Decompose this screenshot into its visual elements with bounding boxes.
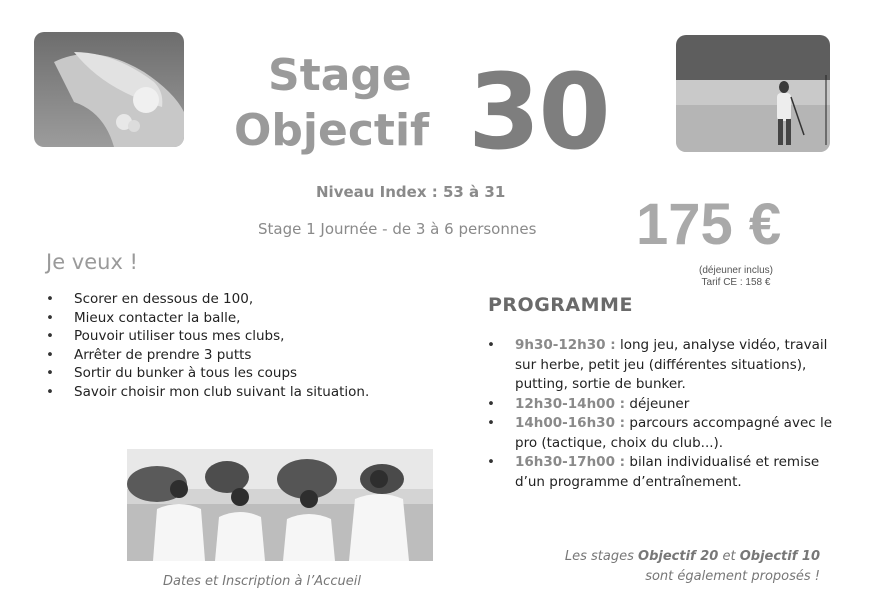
wants-item-text: Savoir choisir mon club suivant la situation. xyxy=(74,383,370,400)
programme-time: 16h30-17h00 : xyxy=(515,454,626,470)
level-index: Niveau Index : 53 à 31 xyxy=(316,183,506,201)
golfer-photo xyxy=(676,35,830,152)
programme-time: 14h00-16h30 : xyxy=(515,415,626,431)
wants-heading: Je veux ! xyxy=(46,250,138,274)
wants-item xyxy=(46,309,376,328)
team-photo xyxy=(127,449,433,561)
golf-ball-hand-photo xyxy=(34,32,184,147)
title-number: 30 xyxy=(468,51,609,173)
wants-item-text: Scorer en dessous de 100, xyxy=(74,291,254,307)
wants-item-text: Arrêter de prendre 3 putts xyxy=(74,346,252,363)
bullet-icon: • xyxy=(487,454,495,470)
title-line-1: Stage xyxy=(268,50,412,101)
programme-item xyxy=(487,336,837,395)
price-note-lunch: (déjeuner inclus) xyxy=(699,265,773,276)
other-courses-prefix: Les stages xyxy=(564,549,634,564)
bullet-icon: • xyxy=(487,415,495,431)
bullet-icon: • xyxy=(46,346,54,363)
wants-list xyxy=(46,290,376,401)
wants-item xyxy=(46,290,376,309)
wants-item-text: Mieux contacter la balle, xyxy=(74,309,241,326)
other-courses-and: et xyxy=(722,549,736,564)
bullet-icon: • xyxy=(487,395,495,412)
other-course-20: Objectif 20 xyxy=(638,549,719,564)
programme-time: 9h30-12h30 : xyxy=(515,337,616,353)
programme-description: parcours accompagné avec le pro (tactique, choix du club...). xyxy=(515,415,833,451)
title-line-2: Objectif xyxy=(234,105,430,156)
programme-heading: PROGRAMME xyxy=(488,294,633,316)
dates-registration: Dates et Inscription à l’Accueil xyxy=(163,574,361,589)
bullet-icon: • xyxy=(46,383,54,400)
programme-description: bilan individualisé et remise d’un programme d’entraînement. xyxy=(515,454,820,490)
bullet-icon: • xyxy=(46,328,54,344)
wants-item-text: Sortir du bunker à tous les coups xyxy=(74,365,298,381)
price-note xyxy=(676,265,796,289)
wants-item xyxy=(46,346,376,365)
course-duration: Stage 1 Journée - de 3 à 6 personnes xyxy=(258,220,537,238)
programme-item xyxy=(487,414,837,453)
wants-item-text: Pouvoir utiliser tous mes clubs, xyxy=(74,328,285,344)
programme-description: déjeuner xyxy=(629,395,690,412)
wants-item xyxy=(46,383,376,402)
other-courses-suffix: sont également proposés ! xyxy=(645,569,820,584)
programme-list xyxy=(487,336,837,492)
other-courses xyxy=(520,547,820,587)
programme-item xyxy=(487,395,837,415)
wants-item xyxy=(46,364,376,383)
programme-description: long jeu, analyse vidéo, travail sur herbe, petit jeu (différentes situations), putting, sortie de bunker. xyxy=(515,337,828,392)
programme-time: 12h30-14h00 : xyxy=(515,395,626,412)
price: 175 € xyxy=(636,192,782,257)
bullet-icon: • xyxy=(46,309,54,326)
wants-item xyxy=(46,327,376,346)
bullet-icon: • xyxy=(46,365,54,381)
bullet-icon: • xyxy=(46,291,54,307)
price-note-ce: Tarif CE : 158 € xyxy=(701,277,771,288)
programme-item xyxy=(487,453,837,492)
other-course-10: Objectif 10 xyxy=(739,549,820,564)
bullet-icon: • xyxy=(487,337,495,353)
